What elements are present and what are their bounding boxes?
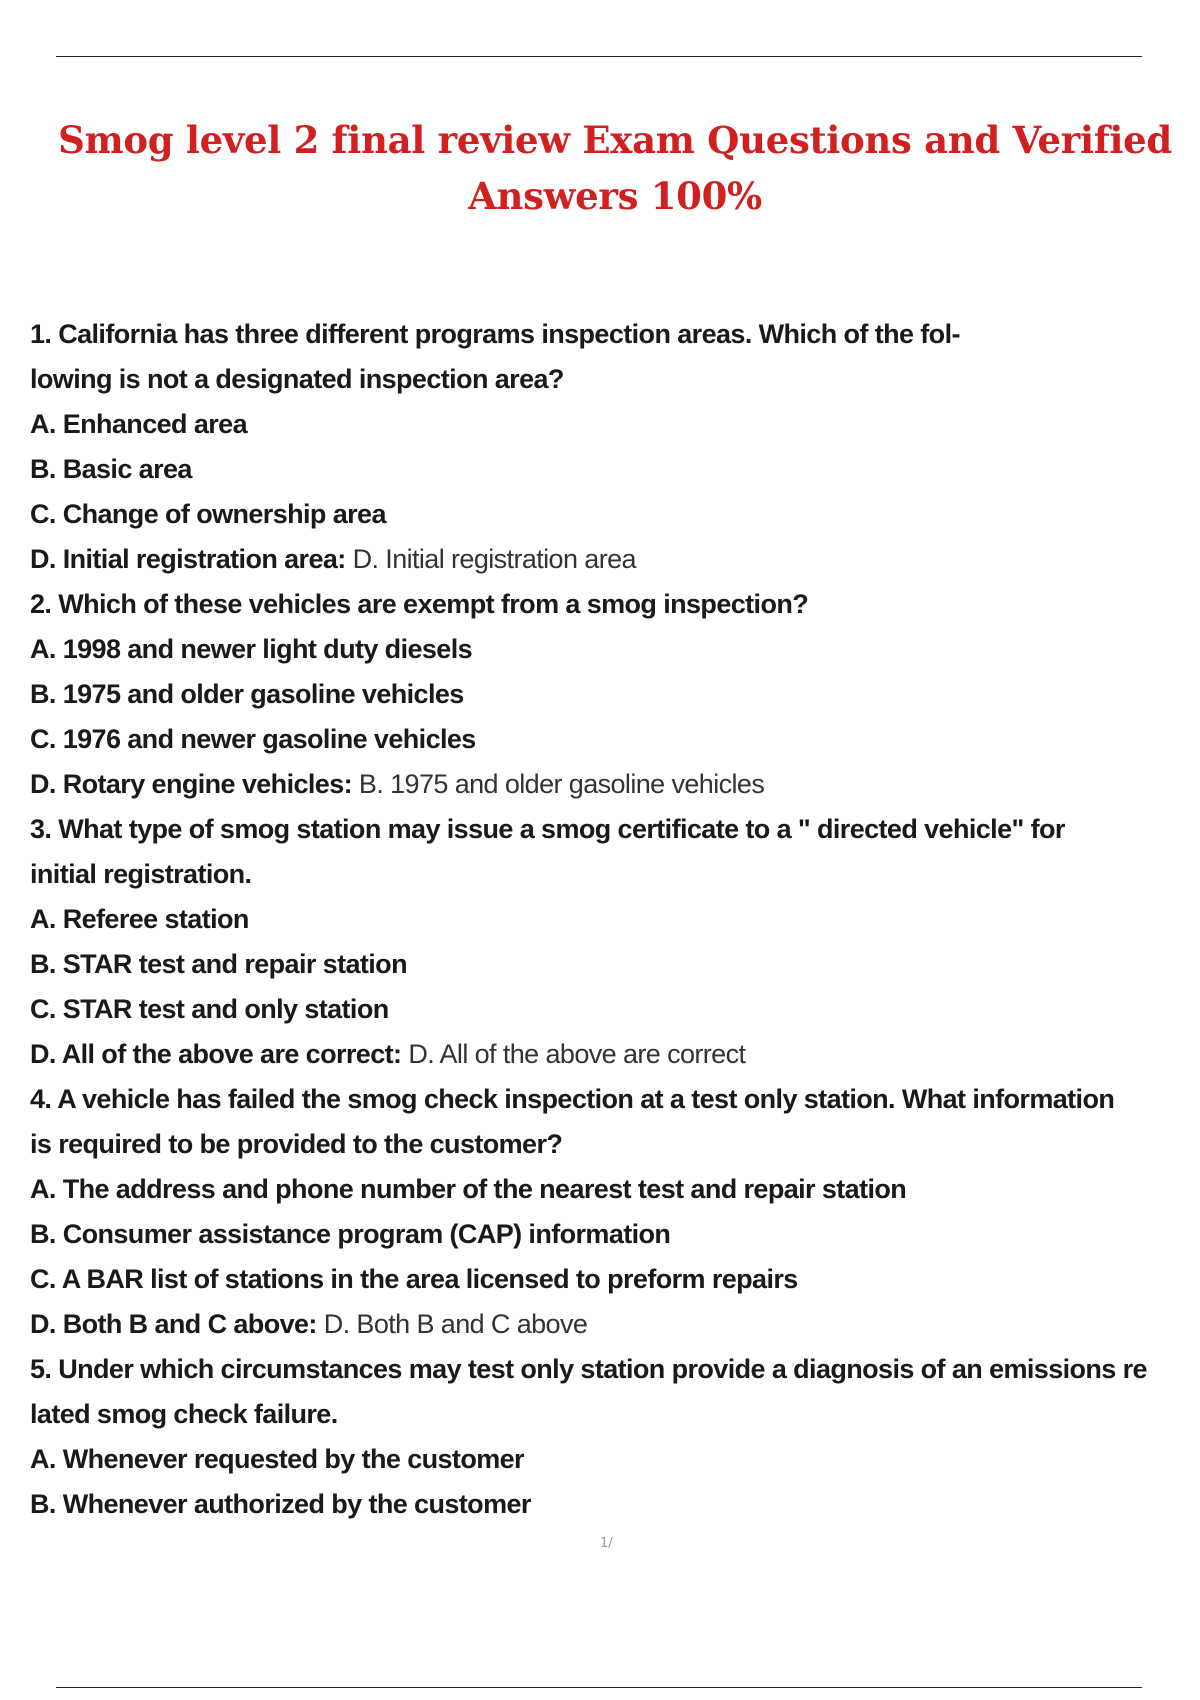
verified-answer: D. Both B and C above xyxy=(323,1309,588,1339)
option-d-label: D. Rotary engine vehicles: xyxy=(30,769,353,799)
question-text: is required to be provided to the customer? xyxy=(30,1129,563,1159)
top-rule xyxy=(56,56,1142,57)
option-c: C. Change of ownership area xyxy=(30,499,386,529)
option-d xyxy=(30,1032,1195,1077)
question-text: 2. Which of these vehicles are exempt from a smog inspection? xyxy=(30,589,809,619)
verified-answer: D. Initial registration area xyxy=(352,544,636,574)
option-c: C. STAR test and only station xyxy=(30,994,389,1024)
question-text: 3. What type of smog station may issue a smog certificate to a " directed vehicle" for xyxy=(30,814,1065,844)
page-number: 1/ xyxy=(600,1536,613,1551)
question-text: lowing is not a designated inspection area? xyxy=(30,364,564,394)
option-a: A. The address and phone number of the nearest test and repair station xyxy=(30,1174,907,1204)
option-c: C. A BAR list of stations in the area licensed to preform repairs xyxy=(30,1264,798,1294)
bottom-rule xyxy=(56,1687,1142,1688)
option-a: A. Whenever requested by the customer xyxy=(30,1444,524,1474)
option-d xyxy=(30,1302,1195,1347)
option-d-label: D. Both B and C above: xyxy=(30,1309,317,1339)
question-text: 1. California has three different programs inspection areas. Which of the fol- xyxy=(30,319,960,349)
verified-answer: B. 1975 and older gasoline vehicles xyxy=(358,769,765,799)
question-text: 5. Under which circumstances may test only station provide a diagnosis of an emissions re xyxy=(30,1354,1147,1384)
question-text: initial registration. xyxy=(30,859,252,889)
verified-answer: D. All of the above are correct xyxy=(408,1039,746,1069)
option-a: A. 1998 and newer light duty diesels xyxy=(30,634,473,664)
option-d xyxy=(30,537,1195,582)
question-5 xyxy=(30,1347,1195,1527)
option-a: A. Referee station xyxy=(30,904,249,934)
question-text: 4. A vehicle has failed the smog check inspection at a test only station. What information xyxy=(30,1084,1115,1114)
question-1 xyxy=(30,312,1195,582)
question-3 xyxy=(30,807,1195,1077)
option-b: B. Basic area xyxy=(30,454,192,484)
option-b: B. STAR test and repair station xyxy=(30,949,407,979)
option-d xyxy=(30,762,1195,807)
question-list xyxy=(30,312,1195,1527)
document-title: Smog level 2 final review Exam Questions and Verified Answers 100% xyxy=(58,118,1172,218)
option-c: C. 1976 and newer gasoline vehicles xyxy=(30,724,476,754)
question-4 xyxy=(30,1077,1195,1347)
option-d-label: D. All of the above are correct: xyxy=(30,1039,402,1069)
option-b: B. Consumer assistance program (CAP) information xyxy=(30,1219,671,1249)
option-a: A. Enhanced area xyxy=(30,409,247,439)
question-2 xyxy=(30,582,1195,807)
option-b: B. 1975 and older gasoline vehicles xyxy=(30,679,464,709)
option-d-label: D. Initial registration area: xyxy=(30,544,346,574)
option-b: B. Whenever authorized by the customer xyxy=(30,1489,531,1519)
question-text: lated smog check failure. xyxy=(30,1399,338,1429)
